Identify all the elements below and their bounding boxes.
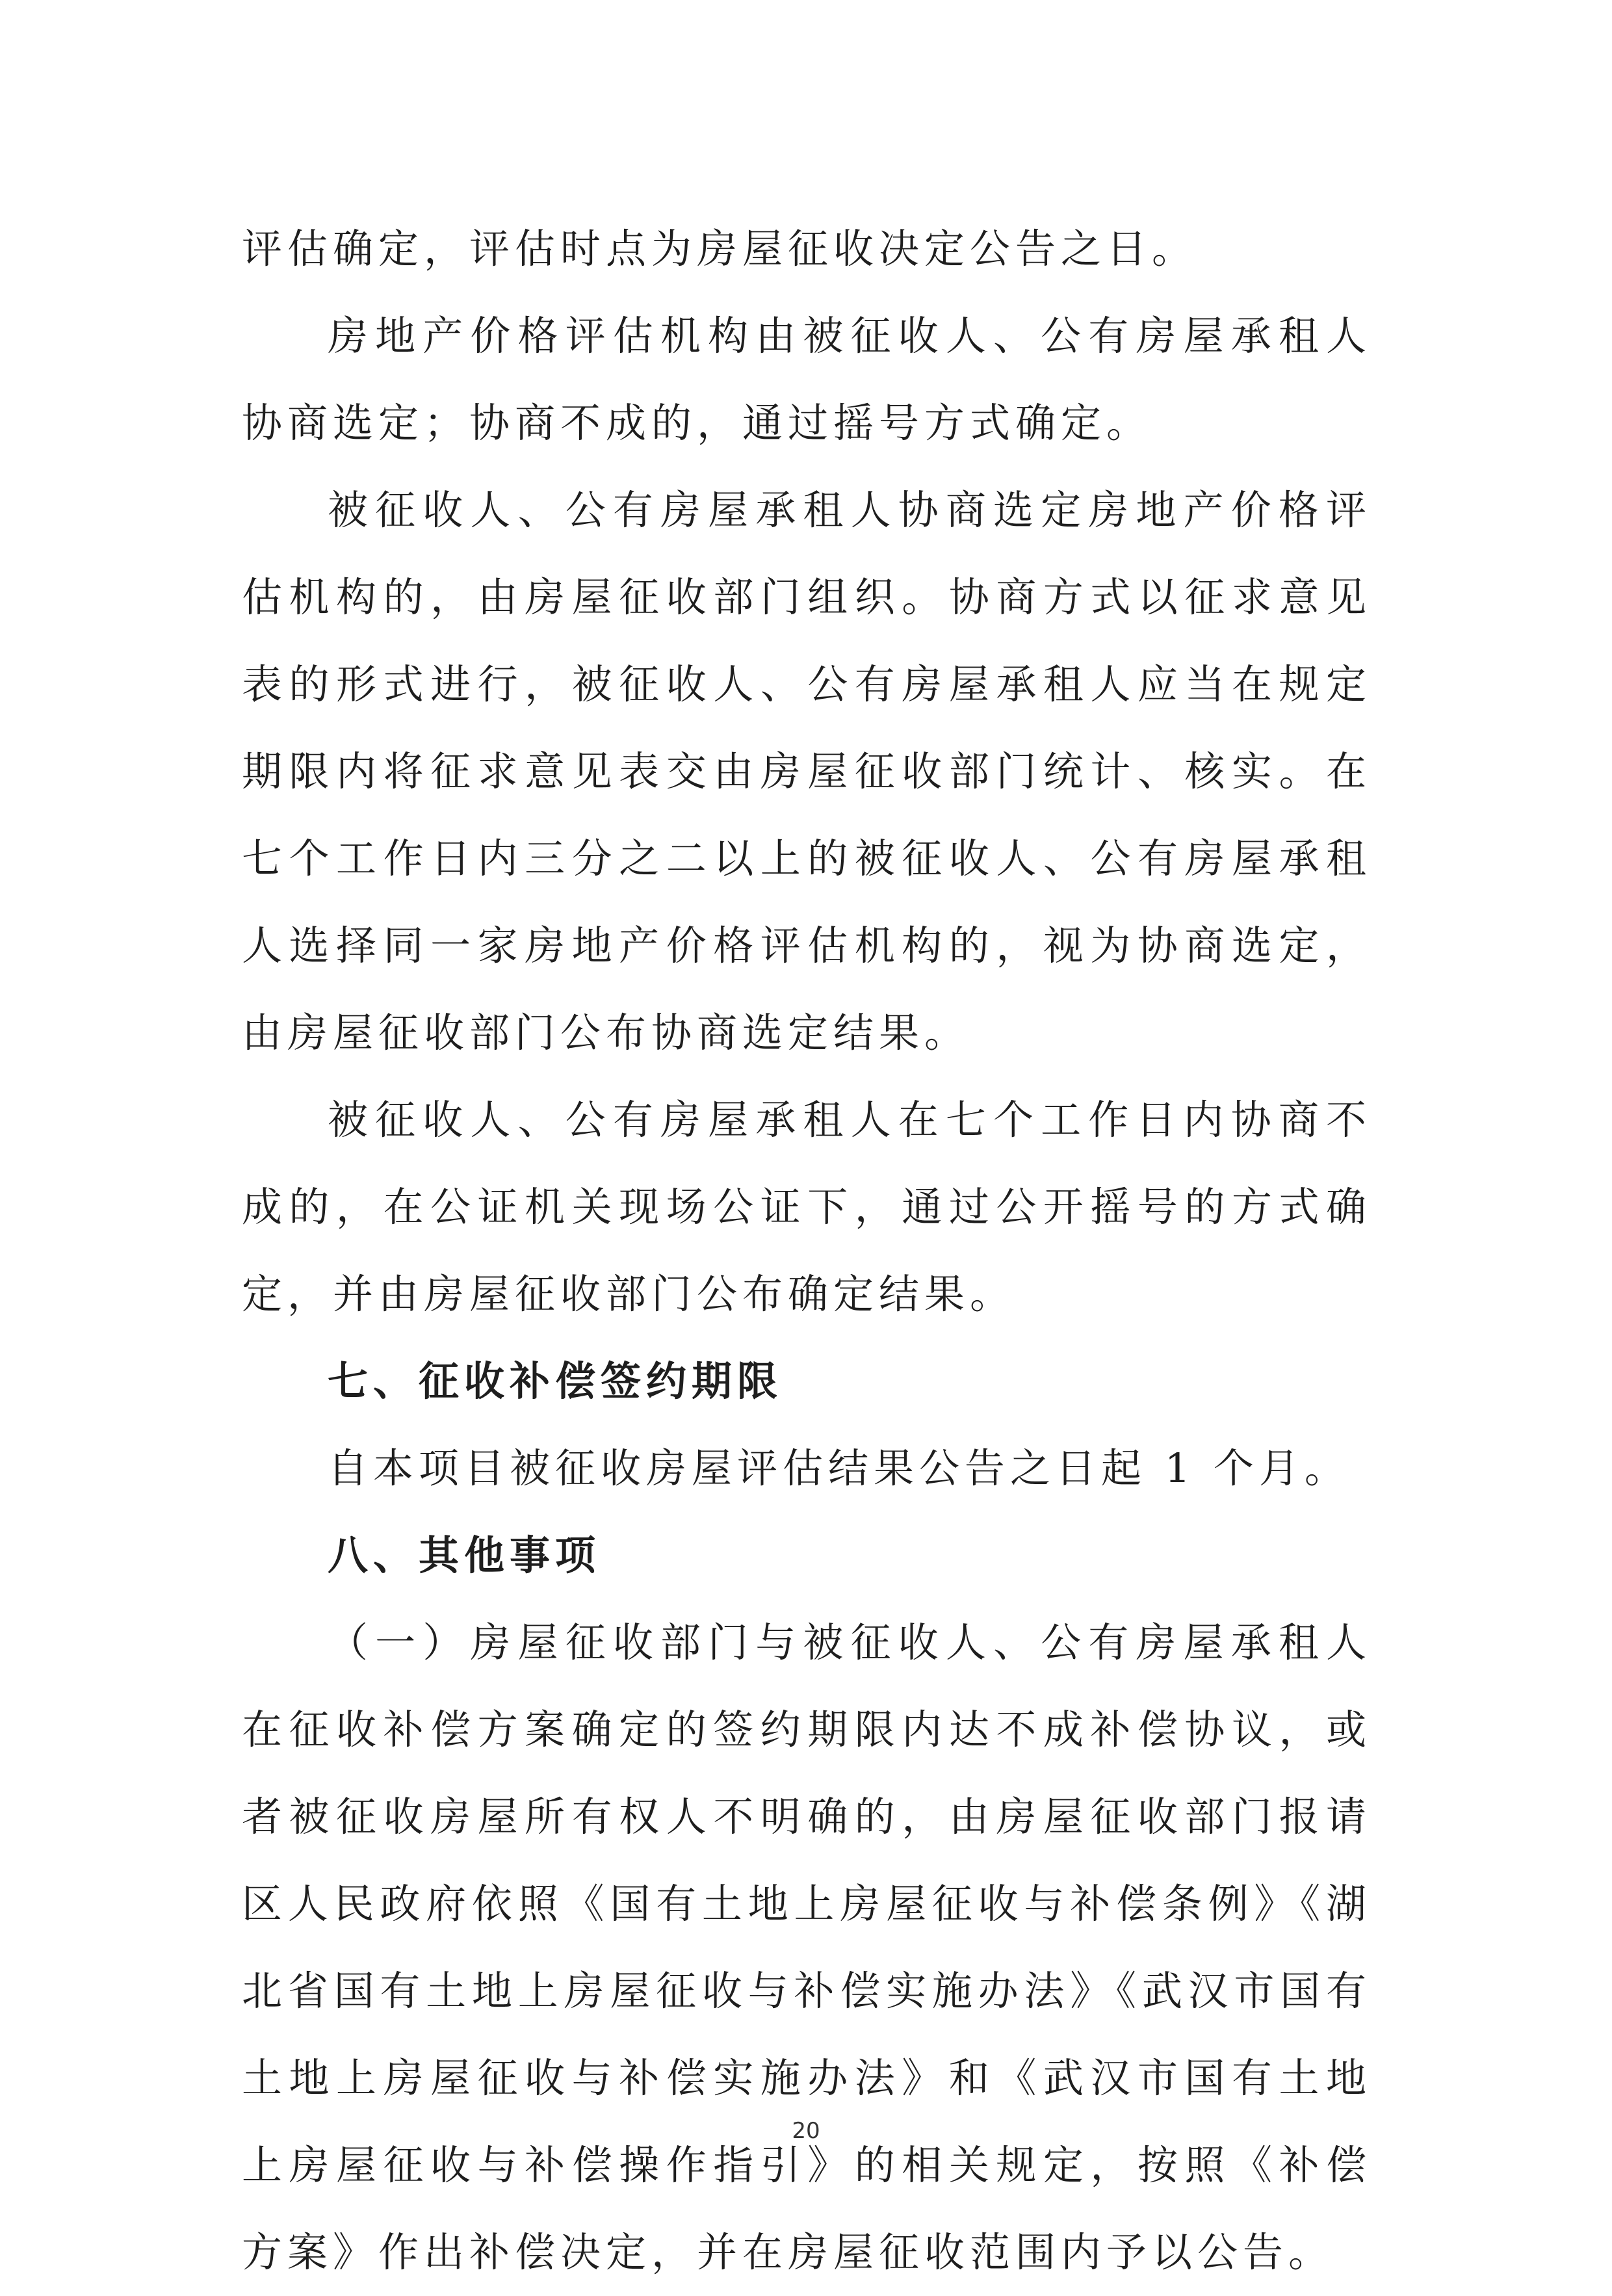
paragraph-other-matters-1: （一）房屋征收部门与被征收人、公有房屋承租人在征收补偿方案确定的签约期限内达不成补偿协议，或者被征收房屋所有权人不明确的，由房屋征收部门报请区人民政府依照《国有土地上房屋征收与补偿条例》《湖北省国有土地上房屋征收与补偿实施办法》《武汉市国有土地上房屋征收与补偿实施办法》和《武汉市国有土地上房屋征收与补偿操作指引》的相关规定，按照《补偿方案》作出补偿决定，并在房屋征收范围内予以公告。 [242, 1619, 1372, 2276]
paragraph-signing-period: 自本项目被征收房屋评估结果公告之日起 1 个月。 [328, 1444, 1350, 1492]
page-number: 20 [792, 2118, 820, 2144]
paragraph-continuation: 评估确定，评估时点为房屋征收决定公告之日。 [242, 225, 1198, 272]
document-body [242, 205, 1372, 2296]
paragraph-appraisal-agency-selection: 房地产价格评估机构由被征收人、公有房屋承租人协商选定；协商不成的，通过摇号方式确定。 [242, 312, 1372, 447]
paragraph-lottery-procedure: 被征收人、公有房屋承租人在七个工作日内协商不成的，在公证机关现场公证下，通过公开摇号的方式确定，并由房屋征收部门公布确定结果。 [242, 1096, 1372, 1318]
section-heading-signing-period: 七、征收补偿签约期限 [328, 1357, 783, 1405]
paragraph-negotiation-procedure: 被征收人、公有房屋承租人协商选定房地产价格评估机构的，由房屋征收部门组织。协商方式以征求意见表的形式进行，被征收人、公有房屋承租人应当在规定期限内将征求意见表交由房屋征收部门统计、核实。在七个工作日内三分之二以上的被征收人、公有房屋承租人选择同一家房地产价格评估机构的，视为协商选定，由房屋征收部门公布协商选定结果。 [242, 486, 1372, 1056]
section-heading-other-matters: 八、其他事项 [328, 1532, 601, 1579]
